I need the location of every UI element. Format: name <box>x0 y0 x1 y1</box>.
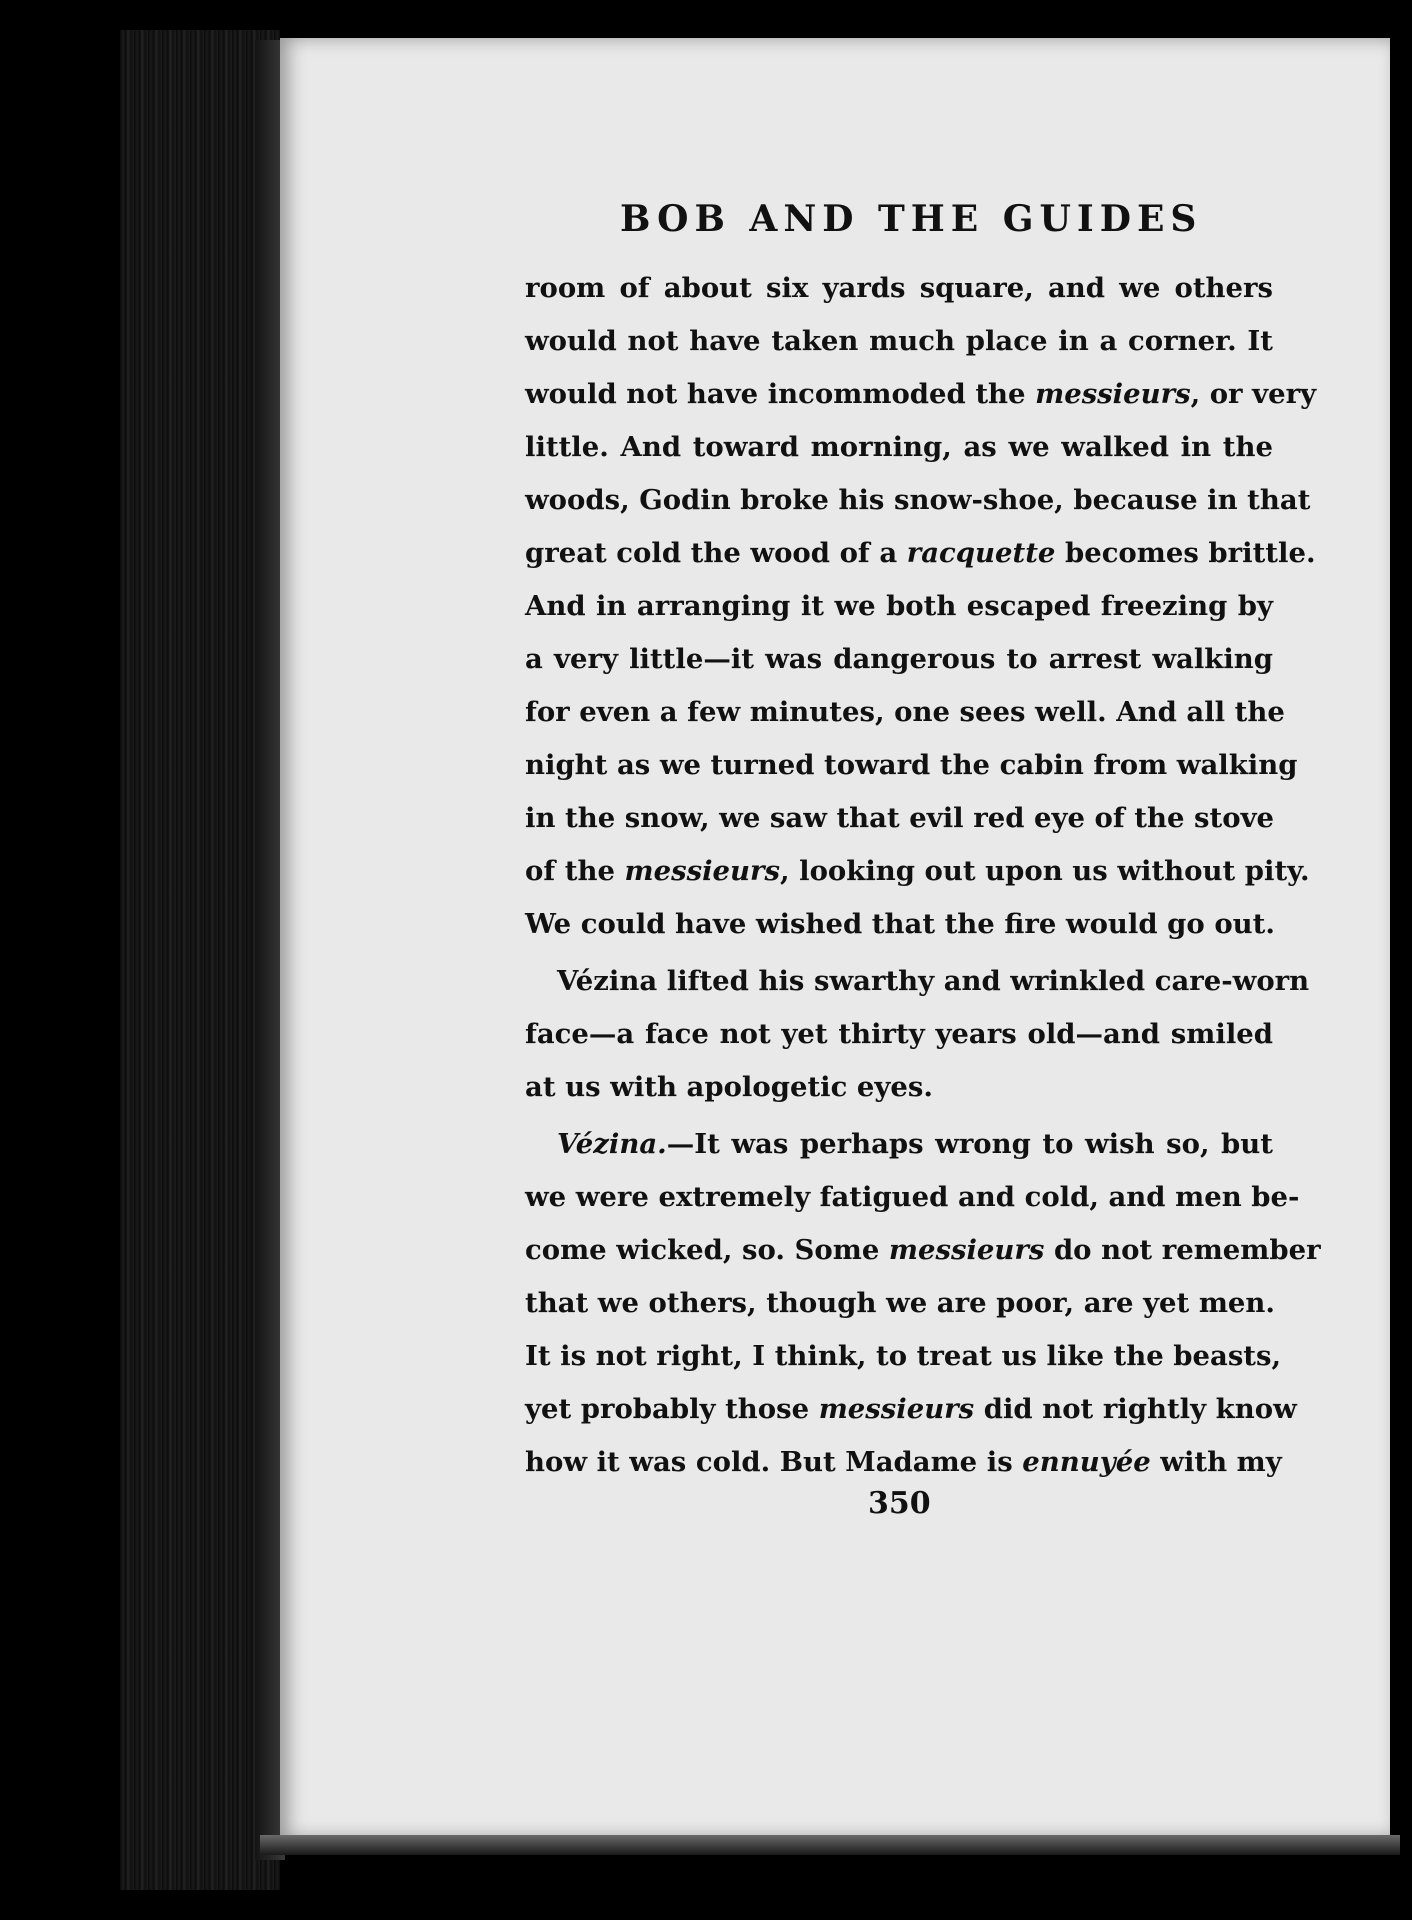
text-line: would not have incommoded the messieurs, or very <box>525 378 1317 410</box>
text-line: come wicked, so. Some messieurs do not remember <box>525 1234 1321 1266</box>
text-line: little. And toward morning, as we walked in the <box>525 431 1273 463</box>
page-number: 350 <box>868 1486 931 1521</box>
text-line: face—a face not yet thirty years old—and smiled <box>525 1018 1273 1050</box>
text-line: we were extremely fatigued and cold, and men be- <box>525 1181 1300 1213</box>
text-line: of the messieurs, looking out upon us without pity. <box>525 855 1310 887</box>
text-line: yet probably those messieurs did not rightly know <box>525 1393 1297 1425</box>
text-line: would not have taken much place in a corner. It <box>525 325 1273 357</box>
text-line: Vézina.—It was perhaps wrong to wish so, but <box>557 1128 1273 1160</box>
text-line: And in arranging it we both escaped freezing by <box>525 590 1273 622</box>
italic-word: messieurs <box>818 1393 975 1425</box>
italic-word: racquette <box>906 537 1056 569</box>
text-line: that we others, though we are poor, are yet men. <box>525 1287 1275 1319</box>
running-head: BOB AND THE GUIDES <box>620 198 1203 240</box>
italic-word: messieurs <box>624 855 780 887</box>
text-line: night as we turned toward the cabin from walking <box>525 749 1298 781</box>
text-line: great cold the wood of a racquette becomes brittle. <box>525 537 1316 569</box>
italic-word: ennuyée <box>1022 1446 1151 1478</box>
text-line: Vézina lifted his swarthy and wrinkled care-worn <box>557 965 1310 997</box>
text-line: room of about six yards square, and we others <box>525 272 1273 304</box>
italic-word: messieurs <box>888 1234 1045 1266</box>
speaker-name: Vézina. <box>557 1128 667 1160</box>
text-line: woods, Godin broke his snow-shoe, because in that <box>525 484 1311 516</box>
text-line: how it was cold. But Madame is ennuyée with my <box>525 1446 1282 1478</box>
text-line: a very little—it was dangerous to arrest walking <box>525 643 1273 675</box>
body-text <box>525 262 1321 1489</box>
text-line: for even a few minutes, one sees well. And all the <box>525 696 1285 728</box>
text-line: in the snow, we saw that evil red eye of the stove <box>525 802 1275 834</box>
page-bottom-edge <box>260 1835 1400 1855</box>
italic-word: messieurs <box>1035 378 1191 410</box>
text-line: We could have wished that the fire would go out. <box>525 908 1275 940</box>
text-line: at us with apologetic eyes. <box>525 1071 933 1103</box>
text-line: It is not right, I think, to treat us like the beasts, <box>525 1340 1282 1372</box>
